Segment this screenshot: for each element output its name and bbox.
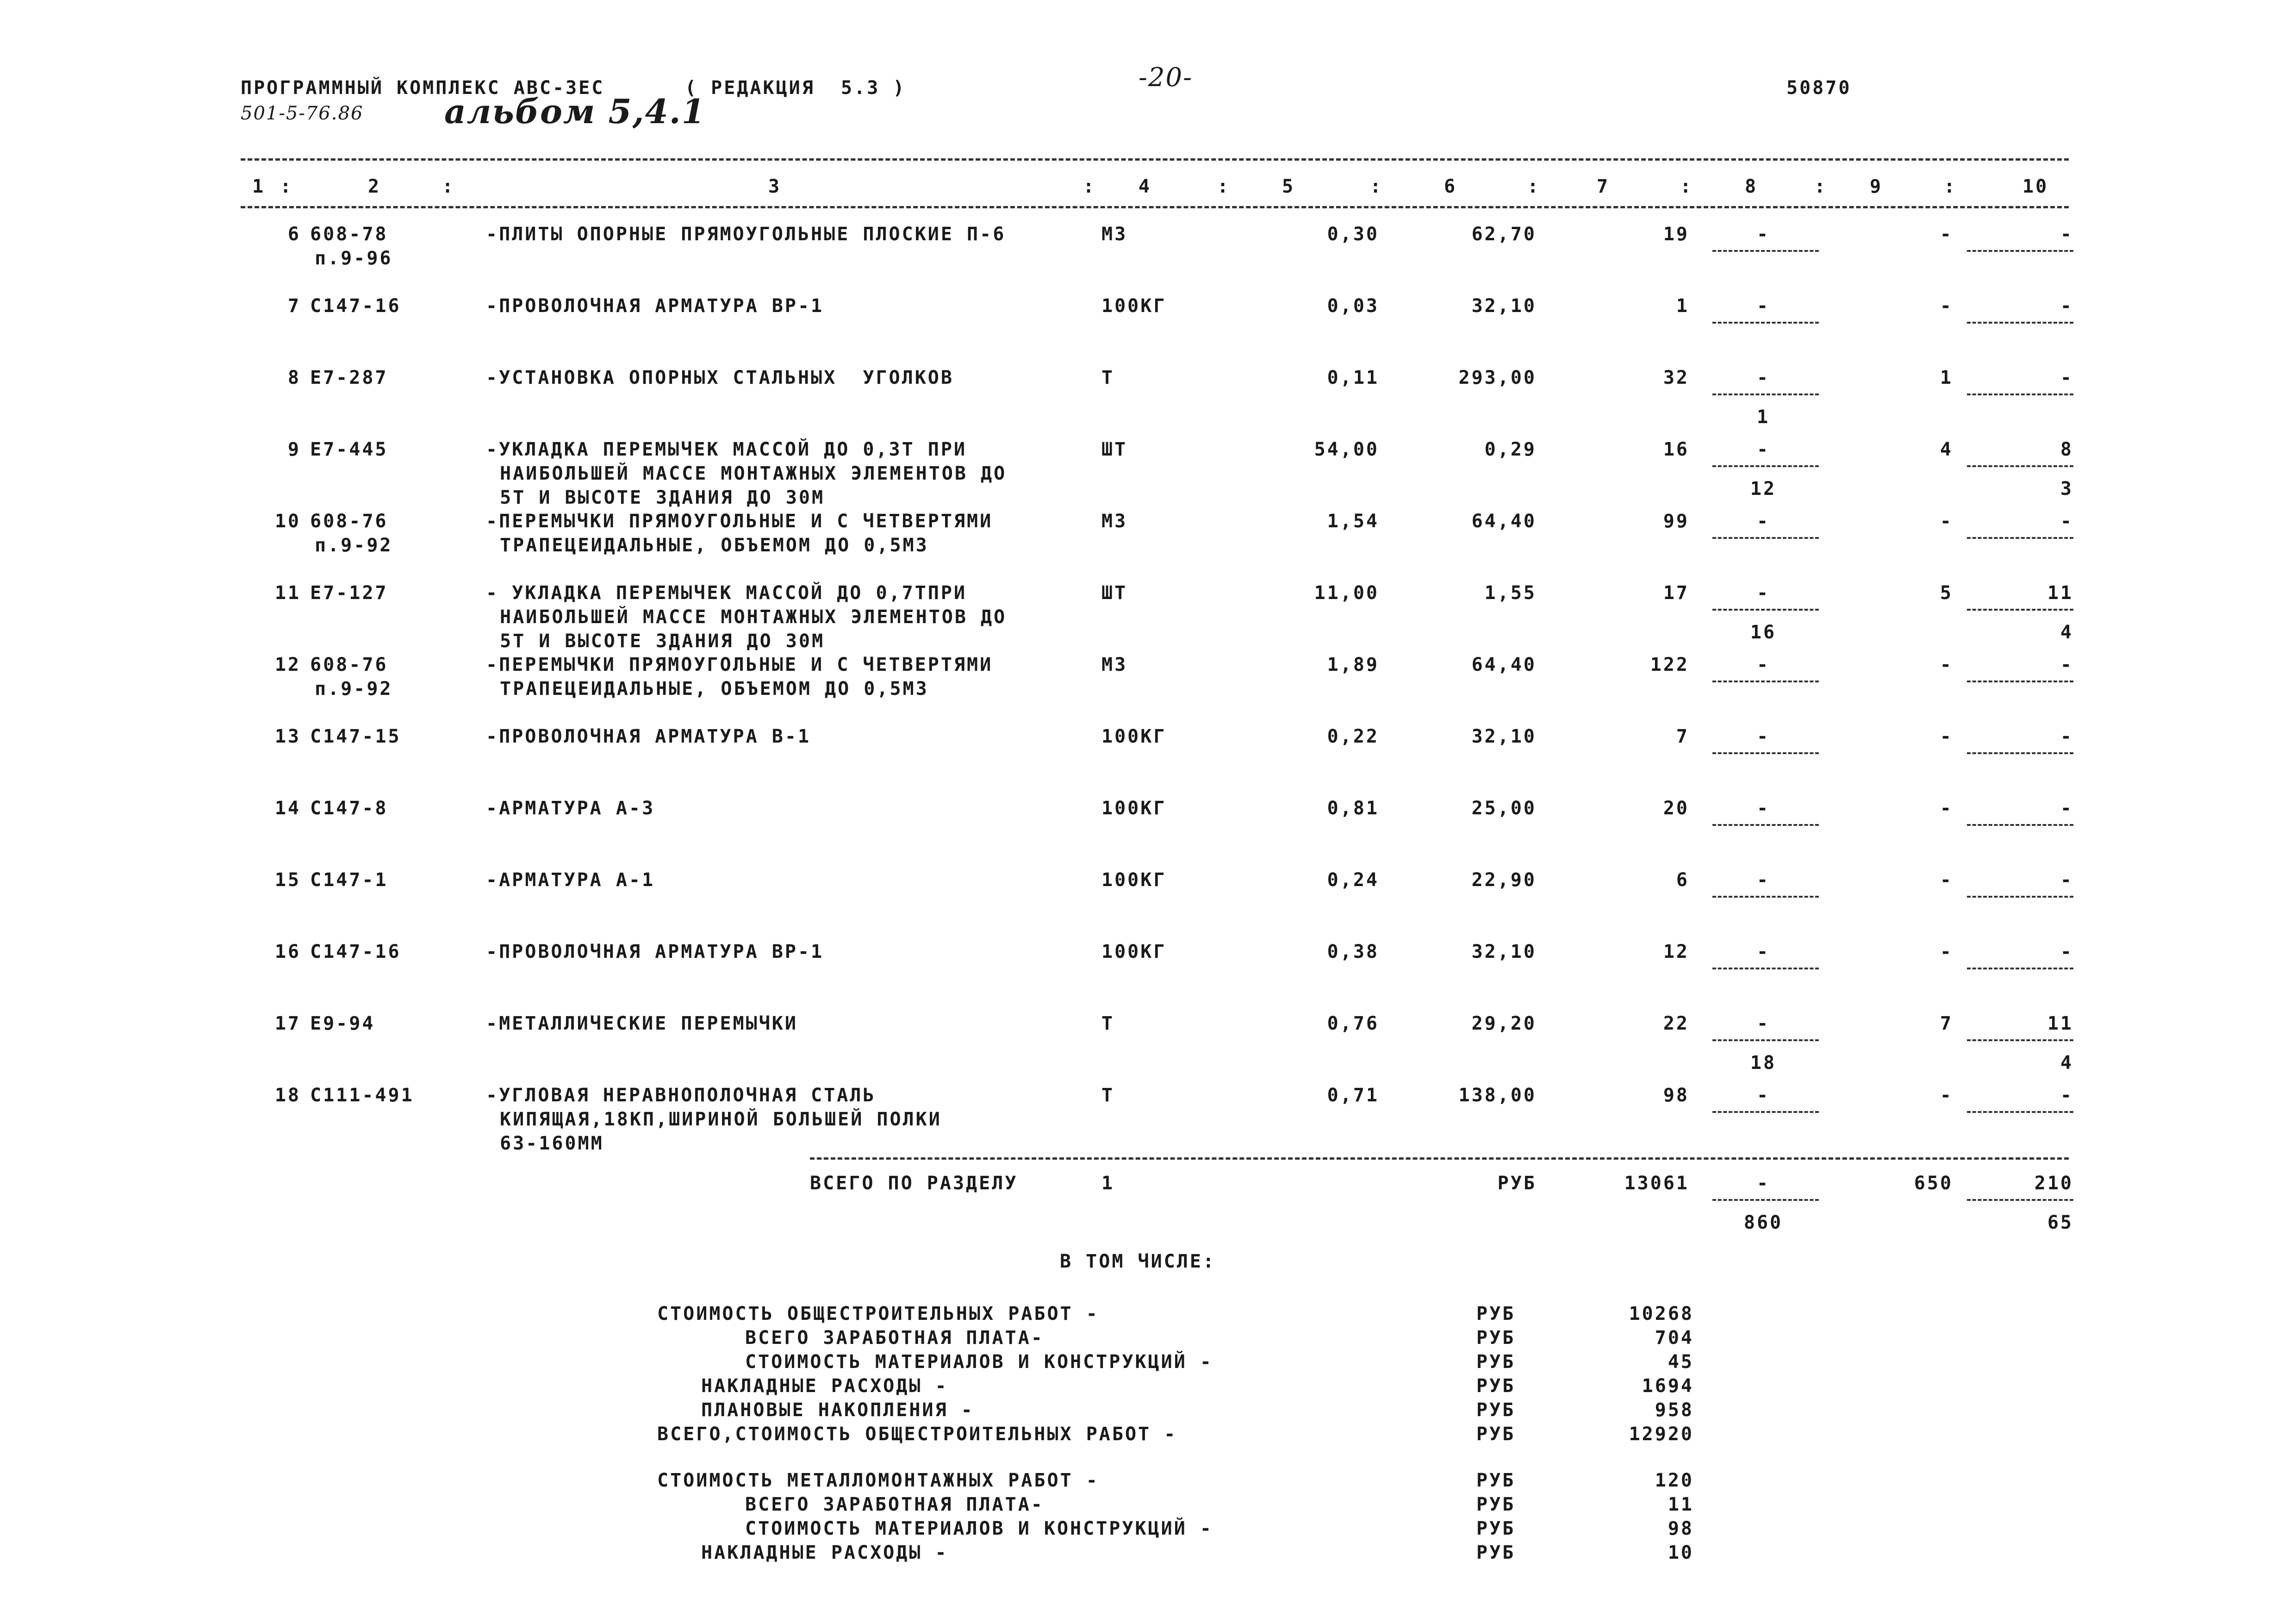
quantity: 0,11 <box>1327 367 1379 388</box>
quantity: 0,71 <box>1327 1085 1379 1106</box>
norm-code: Е7-445 <box>310 439 388 460</box>
col8-rule <box>1712 1039 1819 1041</box>
summary-label: ВСЕГО ЗАРАБОТНАЯ ПЛАТА- <box>745 1327 1044 1349</box>
col10-rule <box>1967 537 2073 539</box>
norm-code-sub: п.9-96 <box>315 248 393 269</box>
unit-price: 293,00 <box>1458 367 1537 388</box>
document-code: 50870 <box>1786 77 1852 99</box>
quantity: 0,30 <box>1327 224 1379 245</box>
total-cost: 98 <box>1663 1085 1689 1106</box>
table-row <box>0 1012 2296 1081</box>
norm-code: С147-1 <box>310 869 388 891</box>
unit-of-measure: Т <box>1101 367 1115 388</box>
total-section: 1 <box>1101 1173 1115 1194</box>
col10-value: - <box>2060 941 2073 962</box>
summary-value: 12920 <box>1629 1424 1694 1445</box>
col8-value: - <box>1756 941 1770 962</box>
col10-value: - <box>2060 295 2073 317</box>
work-description-line: НАИБОЛЬШЕЙ МАССЕ МОНТАЖНЫХ ЭЛЕМЕНТОВ ДО <box>500 606 1007 628</box>
work-description-line: -ПЛИТЫ ОПОРНЫЕ ПРЯМОУГОЛЬНЫЕ ПЛОСКИЕ П-6 <box>486 224 1006 245</box>
col8-value: - <box>1756 726 1770 747</box>
work-description-line: 5Т И ВЫСОТЕ ЗДАНИЯ ДО 30М <box>500 487 825 508</box>
unit-of-measure: 100КГ <box>1101 869 1167 891</box>
unit-of-measure: М3 <box>1101 511 1128 532</box>
total-col8-lower: 860 <box>1743 1212 1783 1233</box>
col-divider: : <box>1680 176 1693 197</box>
summary-value: 704 <box>1655 1327 1694 1349</box>
total-cost: 16 <box>1663 439 1689 460</box>
col-divider: : <box>442 176 455 197</box>
quantity: 0,81 <box>1327 798 1379 819</box>
unit-price: 62,70 <box>1471 224 1537 245</box>
col10-lower-value: 4 <box>2060 622 2073 643</box>
col-divider: : <box>1083 176 1096 197</box>
col8-value: - <box>1756 1085 1770 1106</box>
col10-value: - <box>2060 367 2073 388</box>
summary-label: СТОИМОСТЬ МАТЕРИАЛОВ И КОНСТРУКЦИЙ - <box>745 1351 1213 1373</box>
col-divider: : <box>1814 176 1828 197</box>
col10-rule <box>1967 465 2073 467</box>
col9-value: - <box>1940 295 1953 317</box>
unit-of-measure: ШТ <box>1101 582 1128 604</box>
unit-of-measure: Т <box>1101 1013 1115 1034</box>
work-description-line: -АРМАТУРА А-1 <box>486 869 655 891</box>
total-cost: 1 <box>1676 295 1689 317</box>
col10-lower-value: 4 <box>2060 1052 2073 1074</box>
summary-value: 120 <box>1655 1470 1694 1491</box>
work-description-line: -АРМАТУРА А-3 <box>486 798 655 819</box>
col-header-6: 6 <box>1444 176 1457 197</box>
total-cost: 99 <box>1663 511 1689 532</box>
total-cost: 122 <box>1650 654 1689 675</box>
col-divider: : <box>1944 176 1957 197</box>
work-description-line: -УГЛОВАЯ НЕРАВНОПОЛОЧНАЯ СТАЛЬ <box>486 1085 876 1106</box>
unit-price: 32,10 <box>1471 941 1537 962</box>
norm-code: С147-16 <box>310 941 401 962</box>
row-number: 8 <box>287 367 301 388</box>
work-description-line: ТРАПЕЦЕИДАЛЬНЫЕ, ОБЪЕМОМ ДО 0,5М3 <box>500 678 929 700</box>
summary-label: СТОИМОСТЬ МЕТАЛЛОМОНТАЖНЫХ РАБОТ - <box>657 1470 1099 1491</box>
work-description-line: ТРАПЕЦЕИДАЛЬНЫЕ, ОБЪЕМОМ ДО 0,5М3 <box>500 535 929 556</box>
col10-value: - <box>2060 654 2073 675</box>
col10-rule <box>1967 250 2073 252</box>
unit-of-measure: Т <box>1101 1085 1115 1106</box>
table-row <box>0 437 2296 507</box>
col10-rule <box>1967 896 2073 898</box>
summary-unit: РУБ <box>1476 1470 1516 1491</box>
col8-rule <box>1712 537 1819 539</box>
col10-value: - <box>2060 511 2073 532</box>
norm-code: С111-491 <box>310 1085 414 1106</box>
col9-value: - <box>1940 941 1953 962</box>
quantity: 0,22 <box>1327 726 1379 747</box>
total-col9: 650 <box>1914 1173 1953 1194</box>
total-top-rule <box>810 1157 2069 1160</box>
header-top-rule <box>241 158 2069 161</box>
norm-code: Е7-287 <box>310 367 388 388</box>
table-row <box>0 581 2296 650</box>
quantity: 0,24 <box>1327 869 1379 891</box>
col8-rule <box>1712 394 1819 395</box>
summary-unit: РУБ <box>1476 1303 1516 1324</box>
row-number: 18 <box>274 1085 301 1106</box>
work-description-line: -ПЕРЕМЫЧКИ ПРЯМОУГОЛЬНЫЕ И С ЧЕТВЕРТЯМИ <box>486 654 993 675</box>
col8-lower-value: 18 <box>1750 1052 1777 1074</box>
col8-value: - <box>1756 224 1770 245</box>
col10-rule <box>1967 394 2073 395</box>
total-cost: 22 <box>1663 1013 1689 1034</box>
total-cost: 19 <box>1663 224 1689 245</box>
summary-label: ПЛАНОВЫЕ НАКОПЛЕНИЯ - <box>701 1399 974 1421</box>
col-header-10: 10 <box>2022 176 2049 197</box>
total-amount: 13061 <box>1624 1173 1689 1194</box>
program-title: ПРОГРАММНЫЙ КОМПЛЕКС АВС-3ЕС <box>241 77 605 99</box>
summary-unit: РУБ <box>1476 1494 1516 1515</box>
col10-rule <box>1967 1111 2073 1113</box>
col8-rule <box>1712 322 1819 324</box>
including-heading: В ТОМ ЧИСЛЕ: <box>1060 1251 1216 1272</box>
edition-label: ( РЕДАКЦИЯ 5.3 ) <box>685 77 906 99</box>
col8-value: - <box>1756 295 1770 317</box>
work-description-line: -ПРОВОЛОЧНАЯ АРМАТУРА ВР-1 <box>486 941 824 962</box>
col10-value: - <box>2060 224 2073 245</box>
col10-rule <box>1967 824 2073 826</box>
col8-value: - <box>1756 798 1770 819</box>
quantity: 0,76 <box>1327 1013 1379 1034</box>
col10-rule <box>1967 322 2073 324</box>
unit-of-measure: М3 <box>1101 654 1128 675</box>
norm-code: С147-16 <box>310 295 401 317</box>
summary-unit: РУБ <box>1476 1399 1516 1421</box>
col9-value: 1 <box>1940 367 1953 388</box>
summary-unit: РУБ <box>1476 1542 1516 1563</box>
table-row <box>0 294 2296 363</box>
row-number: 14 <box>274 798 301 819</box>
col8-rule <box>1712 609 1819 611</box>
handwritten-reference: 501-5-76.86 <box>241 103 364 124</box>
row-number: 6 <box>287 224 301 245</box>
work-description-line: - УКЛАДКА ПЕРЕМЫЧЕК МАССОЙ ДО 0,7ТПРИ <box>486 582 967 604</box>
row-number: 17 <box>274 1013 301 1034</box>
norm-code: С147-15 <box>310 726 401 747</box>
col8-rule <box>1712 896 1819 898</box>
summary-value: 10 <box>1668 1542 1694 1563</box>
total-cost: 7 <box>1676 726 1689 747</box>
total-unit: РУБ <box>1497 1173 1537 1194</box>
col8-lower-value: 12 <box>1750 478 1777 500</box>
work-description-line: 5Т И ВЫСОТЕ ЗДАНИЯ ДО 30М <box>500 631 825 652</box>
col10-value: 11 <box>2047 1013 2073 1034</box>
unit-of-measure: 100КГ <box>1101 941 1167 962</box>
header-bottom-rule <box>241 206 2069 208</box>
col9-value: - <box>1940 726 1953 747</box>
summary-unit: РУБ <box>1476 1327 1516 1349</box>
unit-of-measure: М3 <box>1101 224 1128 245</box>
col9-value: - <box>1940 224 1953 245</box>
table-row <box>0 653 2296 722</box>
col10-rule <box>1967 681 2073 682</box>
row-number: 12 <box>274 654 301 675</box>
summary-label: СТОИМОСТЬ МАТЕРИАЛОВ И КОНСТРУКЦИЙ - <box>745 1518 1213 1539</box>
unit-price: 32,10 <box>1471 726 1537 747</box>
norm-code: Е7-127 <box>310 582 388 604</box>
norm-code-sub: п.9-92 <box>315 535 393 556</box>
quantity: 54,00 <box>1314 439 1379 460</box>
col9-value: - <box>1940 1085 1953 1106</box>
quantity: 0,38 <box>1327 941 1379 962</box>
col8-rule <box>1712 968 1819 969</box>
col10-value: 11 <box>2047 582 2073 604</box>
total-cost: 6 <box>1676 869 1689 891</box>
total-label: ВСЕГО ПО РАЗДЕЛУ <box>810 1173 1018 1194</box>
quantity: 0,03 <box>1327 295 1379 317</box>
col8-value: - <box>1756 582 1770 604</box>
col8-rule <box>1712 824 1819 826</box>
col-header-4: 4 <box>1139 176 1152 197</box>
total-col10-rule <box>1967 1199 2073 1201</box>
unit-price: 138,00 <box>1458 1085 1537 1106</box>
total-cost: 17 <box>1663 582 1689 604</box>
col8-rule <box>1712 1111 1819 1113</box>
total-cost: 12 <box>1663 941 1689 962</box>
summary-unit: РУБ <box>1476 1424 1516 1445</box>
col-header-3: 3 <box>768 176 782 197</box>
total-cost: 32 <box>1663 367 1689 388</box>
total-col10-lower: 65 <box>2047 1212 2073 1233</box>
page-number: -20- <box>1139 62 1193 93</box>
work-description-line: КИПЯЩАЯ,18КП,ШИРИНОЙ БОЛЬШЕЙ ПОЛКИ <box>500 1109 942 1130</box>
col-divider: : <box>1527 176 1541 197</box>
quantity: 1,54 <box>1327 511 1379 532</box>
total-col10: 210 <box>2034 1173 2073 1194</box>
table-row <box>0 725 2296 794</box>
col10-value: 8 <box>2060 439 2073 460</box>
col8-lower-value: 16 <box>1750 622 1777 643</box>
col8-value: - <box>1756 511 1770 532</box>
col10-value: - <box>2060 1085 2073 1106</box>
unit-of-measure: 100КГ <box>1101 295 1167 317</box>
work-description-line: -ПРОВОЛОЧНАЯ АРМАТУРА ВР-1 <box>486 295 824 317</box>
col-header-9: 9 <box>1870 176 1883 197</box>
summary-value: 958 <box>1655 1399 1694 1421</box>
row-number: 15 <box>274 869 301 891</box>
col8-value: - <box>1756 367 1770 388</box>
col10-rule <box>1967 1039 2073 1041</box>
summary-value: 98 <box>1668 1518 1694 1539</box>
col-header-1: 1 <box>252 176 266 197</box>
norm-code: Е9-94 <box>310 1013 375 1034</box>
unit-price: 22,90 <box>1471 869 1537 891</box>
summary-label: ВСЕГО,СТОИМОСТЬ ОБЩЕСТРОИТЕЛЬНЫХ РАБОТ - <box>657 1424 1177 1445</box>
col-divider: : <box>280 176 293 197</box>
work-description-line: -ПЕРЕМЫЧКИ ПРЯМОУГОЛЬНЫЕ И С ЧЕТВЕРТЯМИ <box>486 511 993 532</box>
col9-value: - <box>1940 654 1953 675</box>
col8-value: - <box>1756 869 1770 891</box>
unit-of-measure: ШТ <box>1101 439 1128 460</box>
summary-label: ВСЕГО ЗАРАБОТНАЯ ПЛАТА- <box>745 1494 1044 1515</box>
work-description-line: -УКЛАДКА ПЕРЕМЫЧЕК МАССОЙ ДО 0,3Т ПРИ <box>486 439 967 460</box>
col-divider: : <box>1217 176 1231 197</box>
table-row <box>0 868 2296 937</box>
col-header-2: 2 <box>368 176 381 197</box>
unit-price: 1,55 <box>1484 582 1537 604</box>
col8-value: - <box>1756 1013 1770 1034</box>
work-description-line: НАИБОЛЬШЕЙ МАССЕ МОНТАЖНЫХ ЭЛЕМЕНТОВ ДО <box>500 463 1007 484</box>
summary-unit: РУБ <box>1476 1518 1516 1539</box>
col10-rule <box>1967 968 2073 969</box>
unit-price: 25,00 <box>1471 798 1537 819</box>
col10-lower-value: 3 <box>2060 478 2073 500</box>
col8-value: - <box>1756 654 1770 675</box>
col8-rule <box>1712 465 1819 467</box>
unit-price: 29,20 <box>1471 1013 1537 1034</box>
col8-lower-value: 1 <box>1756 406 1770 428</box>
table-row <box>0 1083 2296 1153</box>
col10-rule <box>1967 609 2073 611</box>
col9-value: - <box>1940 869 1953 891</box>
summary-value: 45 <box>1668 1351 1694 1373</box>
table-row <box>0 940 2296 1009</box>
norm-code: 608-76 <box>310 654 388 675</box>
summary-value: 11 <box>1668 1494 1694 1515</box>
summary-label: НАКЛАДНЫЕ РАСХОДЫ - <box>701 1542 948 1563</box>
summary-unit: РУБ <box>1476 1375 1516 1397</box>
unit-price: 32,10 <box>1471 295 1537 317</box>
quantity: 1,89 <box>1327 654 1379 675</box>
row-number: 9 <box>287 439 301 460</box>
handwritten-album: альбом 5,4.1 <box>444 92 706 131</box>
total-row <box>0 1171 2296 1241</box>
row-number: 11 <box>274 582 301 604</box>
norm-code: 608-78 <box>310 224 388 245</box>
row-number: 16 <box>274 941 301 962</box>
col10-rule <box>1967 752 2073 754</box>
total-col8: - <box>1756 1173 1770 1194</box>
row-number: 7 <box>287 295 301 317</box>
norm-code-sub: п.9-92 <box>315 678 393 700</box>
unit-price: 64,40 <box>1471 511 1537 532</box>
col10-value: - <box>2060 726 2073 747</box>
col10-value: - <box>2060 798 2073 819</box>
unit-price: 64,40 <box>1471 654 1537 675</box>
col9-value: 7 <box>1940 1013 1953 1034</box>
table-row <box>0 366 2296 435</box>
unit-price: 0,29 <box>1484 439 1537 460</box>
table-row <box>0 509 2296 579</box>
work-description-line: -УСТАНОВКА ОПОРНЫХ СТАЛЬНЫХ УГОЛКОВ <box>486 367 954 388</box>
col9-value: - <box>1940 511 1953 532</box>
summary-unit: РУБ <box>1476 1351 1516 1373</box>
work-description-line: -ПРОВОЛОЧНАЯ АРМАТУРА В-1 <box>486 726 811 747</box>
col-header-8: 8 <box>1745 176 1758 197</box>
summary-value: 10268 <box>1629 1303 1694 1324</box>
norm-code: С147-8 <box>310 798 388 819</box>
total-cost: 20 <box>1663 798 1689 819</box>
col8-rule <box>1712 250 1819 252</box>
summary-value: 1694 <box>1642 1375 1694 1397</box>
row-number: 10 <box>274 511 301 532</box>
total-col8-rule <box>1712 1199 1819 1201</box>
col8-rule <box>1712 681 1819 682</box>
work-description-line: 63-160ММ <box>500 1133 604 1154</box>
col9-value: - <box>1940 798 1953 819</box>
quantity: 11,00 <box>1314 582 1379 604</box>
row-number: 13 <box>274 726 301 747</box>
unit-of-measure: 100КГ <box>1101 726 1167 747</box>
col-divider: : <box>1370 176 1383 197</box>
table-row <box>0 796 2296 866</box>
col-header-5: 5 <box>1282 176 1295 197</box>
summary-label: НАКЛАДНЫЕ РАСХОДЫ - <box>701 1375 948 1397</box>
col9-value: 4 <box>1940 439 1953 460</box>
summary-label: СТОИМОСТЬ ОБЩЕСТРОИТЕЛЬНЫХ РАБОТ - <box>657 1303 1099 1324</box>
unit-of-measure: 100КГ <box>1101 798 1167 819</box>
norm-code: 608-76 <box>310 511 388 532</box>
col8-rule <box>1712 752 1819 754</box>
col10-value: - <box>2060 869 2073 891</box>
table-row <box>0 222 2296 292</box>
col9-value: 5 <box>1940 582 1953 604</box>
work-description-line: -МЕТАЛЛИЧЕСКИЕ ПЕРЕМЫЧКИ <box>486 1013 798 1034</box>
col8-value: - <box>1756 439 1770 460</box>
col-header-7: 7 <box>1597 176 1610 197</box>
